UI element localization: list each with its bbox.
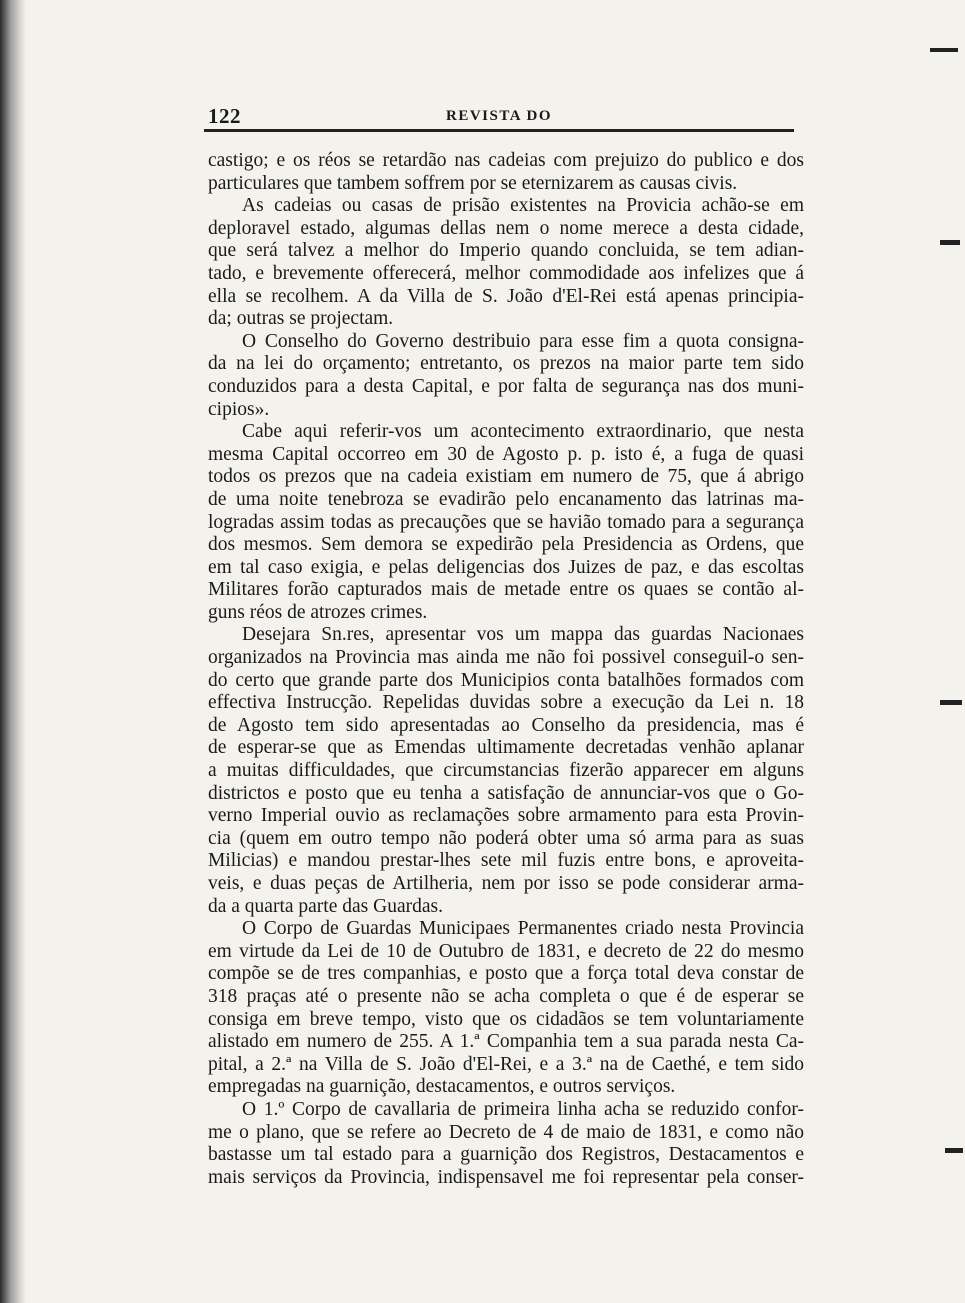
scan-mark [940,700,962,705]
text-line: bastasse um tal estado para a guarnição dos Registros, Destacamentos e [208,1144,804,1166]
text-line: organizados na Provincia mas ainda me não foi possivel conseguil-o sen- [208,647,804,669]
text-line: guns réos de atrozes crimes. [208,601,428,623]
text-line: ella se recolhem. A da Villa de S. João d'El-Rei está apenas principia- [208,285,804,307]
text-line: O 1.º Corpo de cavallaria de primeira linha acha se reduzido confor- [242,1098,804,1120]
text-line: alistado em numero de 255. A 1.ª Companhia tem a sua parada nesta Ca- [208,1031,804,1053]
text-line: em virtude da Lei de 10 de Outubro de 1831, e decreto de 22 do mesmo [208,940,804,962]
text-line: de Agosto tem sido apresentadas ao Conselho da presidencia, mas é [208,714,804,736]
text-line: castigo; e os réos se retardão nas cadeias com prejuizo do publico e dos [208,150,804,171]
text-line: veis, e duas peças de Artilheria, nem por isso se pode considerar arma- [208,873,804,894]
text-line: em tal caso exigia, e pelas deligencias dos Juizes de paz, e das escoltas [208,556,804,578]
text-line: effectiva Instrucção. Repelidas duvidas sobre a execução da Lei n. 18 [208,692,804,714]
text-line: mais serviços da Provincia, indispensavel me foi representar pela conser- [208,1166,804,1188]
page-header [204,104,794,128]
page-number: 122 [208,104,241,128]
text-line: Milicias) e mandou prestar-lhes sete mil fuzis entre bons, e aproveita- [208,850,804,872]
page-binding-edge [0,0,26,1303]
text-line: cia (quem em outro tempo não poderá obter uma só arma para as suas [208,827,804,849]
text-line: Cabe aqui referir-vos um acontecimento extraordinario, que nesta [242,421,804,443]
text-line: de uma noite tenebroza se evadirão pelo encanamento das latrinas ma- [208,488,804,510]
text-line: de esperar-se que as Emendas ultimamente decretadas venhão aplanar [208,737,804,759]
text-line: deploravel estado, algumas dellas nem o nome merece a desta cidade, [208,217,804,239]
text-line: particulares que tambem soffrem por se eternizarem as causas civis. [208,172,738,194]
body-text [208,150,804,1189]
text-line: empregadas na guarnição, destacamentos, e outros serviços. [208,1076,676,1098]
scan-mark [930,48,958,52]
text-line: que será talvez a melhor do Imperio quando concluida, se tem adian- [208,240,804,262]
text-line: pital, a 2.ª na Villa de S. João d'El-Rei, e a 3.ª na de Caethé, e tem sido [208,1053,804,1075]
text-line: conduzidos para a desta Capital, e por falta de segurança nas dos muni- [208,375,804,397]
text-line: O Corpo de Guardas Municipaes Permanentes criado nesta Provincia [242,918,804,940]
text-line: tado, e brevemente offerecerá, melhor commodidade aos infelizes que á [208,262,804,284]
text-line: da a quarta parte das Guardas. [208,895,443,917]
header-rule [204,129,794,132]
text-line: da na lei do orçamento; entretanto, os prezos na maior parte tem sido [208,353,804,375]
text-line: consiga em breve tempo, visto que os cidadãos se tem voluntariamente [208,1008,804,1030]
scan-mark [945,1148,963,1153]
running-head: REVISTA DO [446,108,552,124]
text-line: Desejara Sn.res, apresentar vos um mappa das guardas Nacionaes [242,624,804,646]
text-line: cipios». [208,398,270,420]
text-line: me o plano, que se refere ao Decreto de 4 de maio de 1831, e como não [208,1121,804,1143]
text-line: dos mesmos. Sem demora se expedirão pela Presidencia as Ordens, que [208,534,804,556]
text-line: Militares forão capturados mais de metade entre os quaes se contão al- [208,579,804,601]
text-line: mesma Capital occorreo em 30 de Agosto p. p. isto é, a fuga de quasi [208,443,804,465]
text-line: districtos e posto que eu tenha a satisfação de annunciar-vos que o Go- [208,782,804,804]
text-line: do certo que grande parte dos Municipios conta batalhões formados com [208,669,804,691]
text-line: logradas assim todas as precauções que se havião tomado para a segurança [208,511,804,533]
text-line: a muitas difficuldades, que circumstancias fizerão apparecer em alguns [208,760,804,782]
text-line: O Conselho do Governo destribuio para esse fim a quota consigna- [242,330,804,352]
text-line: todos os prezos que na cadeia existiam em numero de 75, que á abrigo [208,466,804,488]
text-line: verno Imperial ouvio as reclamações sobre armamento para esta Provin- [208,805,804,827]
text-line: 318 praças até o presente não se acha completa o que é de esperar se [208,985,804,1007]
text-line: da; outras se projectam. [208,308,394,330]
scan-mark [940,240,960,245]
text-line: As cadeias ou casas de prisão existentes na Provicia achão-se em [242,195,804,217]
text-line: compõe se de tres companhias, e posto que a força total deva constar de [208,963,804,985]
